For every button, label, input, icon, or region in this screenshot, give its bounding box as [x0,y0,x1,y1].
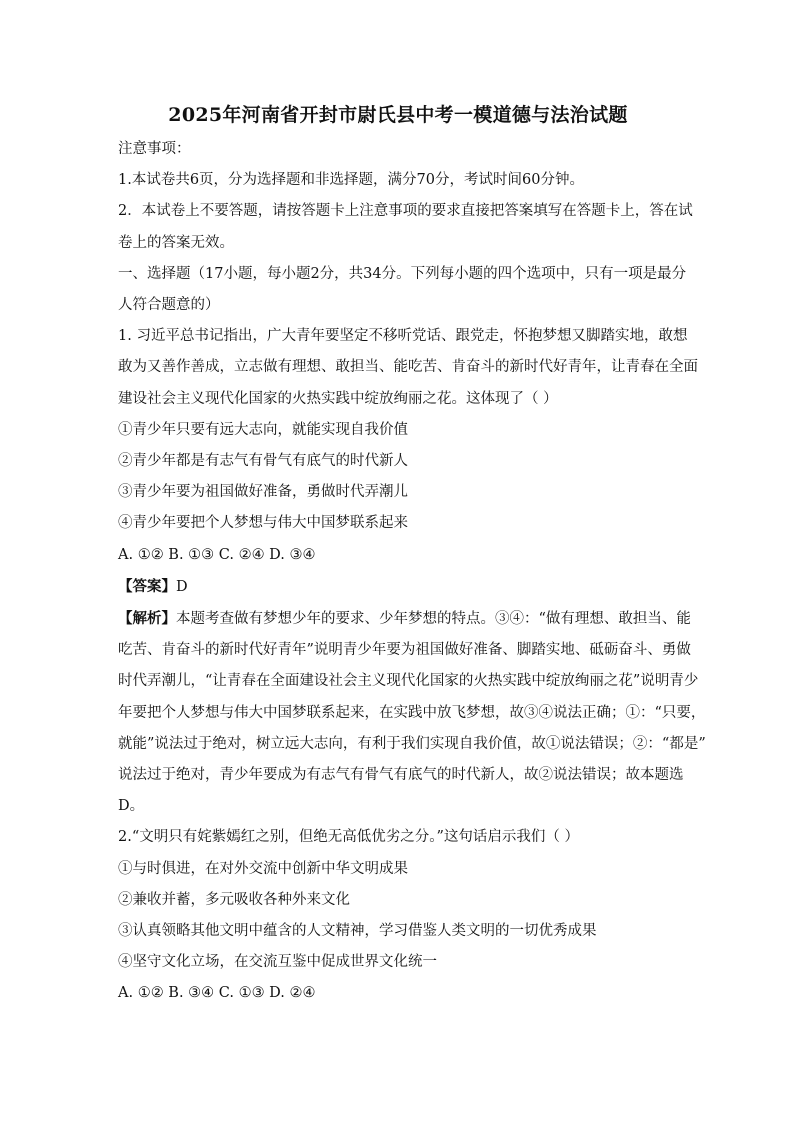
question-1-analysis-line-5: 就能”说法过于绝对，树立远大志向，有利于我们实现自我价值，故①说法错误；②：“都是” [118,735,706,752]
question-1-choices: A. ①② B. ①③ C. ②④ D. ③④ [118,546,316,563]
section-heading-line-1: 一、选择题（17小题，每小题2分，共34分。下列每小题的四个选项中，只有一项是最分 [118,265,687,282]
question-1-analysis-line-4: 年要把个人梦想与伟大中国梦联系起来，在实践中放飞梦想，故③④说法正确；①：“只要， [118,704,706,721]
question-1-option-4: ④青少年要把个人梦想与伟大中国梦联系起来 [118,515,408,532]
section-choice-header [118,259,687,321]
exam-title: 2025年河南省开封市尉氏县中考一模道德与法治试题 [168,104,628,126]
answer-label: 【答案】 [118,577,176,595]
notice-item-2-line-2: 卷上的答案无效。 [118,234,234,251]
question-1-analysis-line-1 [118,603,691,635]
question-1-analysis-line-6: 说法过于绝对，青少年要成为有志气有骨气有底气的时代新人，故②说法错误；故本题选 [118,767,684,784]
question-2-option-4: ④坚守文化立场，在交流互鉴中促成世界文化统一 [118,954,437,971]
question-1-stem-line-3: 建设社会主义现代化国家的火热实践中绽放绚丽之花。这体现了（ ） [118,390,558,407]
question-1-option-3: ③青少年要为祖国做好准备，勇做时代弄潮儿 [118,484,408,501]
notice-item-2-line-1: 2．本试卷上不要答题，请按答题卡上注意事项的要求直接把答案填写在答题卡上，答在试 [118,203,693,220]
question-1-analysis-line-3: 时代弄潮儿，“让青春在全面建设社会主义现代化国家的火热实践中绽放绚丽之花”说明青少 [118,673,699,690]
question-2-option-1: ①与时俱进，在对外交流中创新中华文明成果 [118,860,408,877]
section-heading-line-2: 人符合题意的） [118,297,220,314]
notice-section [118,134,693,259]
question-2-option-3: ③认真领略其他文明中蕴含的人文精神，学习借鉴人类文明的一切优秀成果 [118,923,597,940]
question-1 [118,321,706,822]
analysis-text-1: 本题考查做有梦想少年的要求、少年梦想的特点。③④：“做有理想、敢担当、能 [176,611,691,628]
question-1-stem-line-2: 敢为又善作善成，立志做有理想、敢担当、能吃苦、肯奋斗的新时代好青年，让青春在全面 [118,359,698,376]
question-2 [118,822,678,1009]
notice-item-1: 1.本试卷共6页，分为选择题和非选择题，满分70分，考试时间60分钟。 [118,172,584,189]
question-1-stem-line-1: 1. 习近平总书记指出，广大青年要坚定不移听党话、跟党走，怀抱梦想又脚踏实地，敢想 [118,328,688,345]
exam-page [118,100,706,1010]
question-2-option-2: ②兼收并蓄，多元吸收各种外来文化 [118,891,350,908]
question-2-choices: A. ①② B. ③④ C. ①③ D. ②④ [118,985,316,1002]
question-1-option-2: ②青少年都是有志气有骨气有底气的时代新人 [118,453,408,470]
question-1-option-1: ①青少年只要有远大志向，就能实现自我价值 [118,421,408,438]
question-1-analysis-line-2: 吃苦、肯奋斗的新时代好青年”说明青少年要为祖国做好准备、脚踏实地、砥砺奋斗、勇做 [118,642,691,659]
question-2-stem: 2.“文明只有姹紫嫣红之别，但绝无高低优劣之分。”这句话启示我们（ ） [118,829,580,846]
notice-heading: 注意事项： [118,141,191,157]
analysis-label: 【解析】 [118,610,176,628]
answer-value: D [176,578,188,595]
question-1-answer [118,571,678,603]
question-1-analysis-line-7: D。 [118,798,145,815]
